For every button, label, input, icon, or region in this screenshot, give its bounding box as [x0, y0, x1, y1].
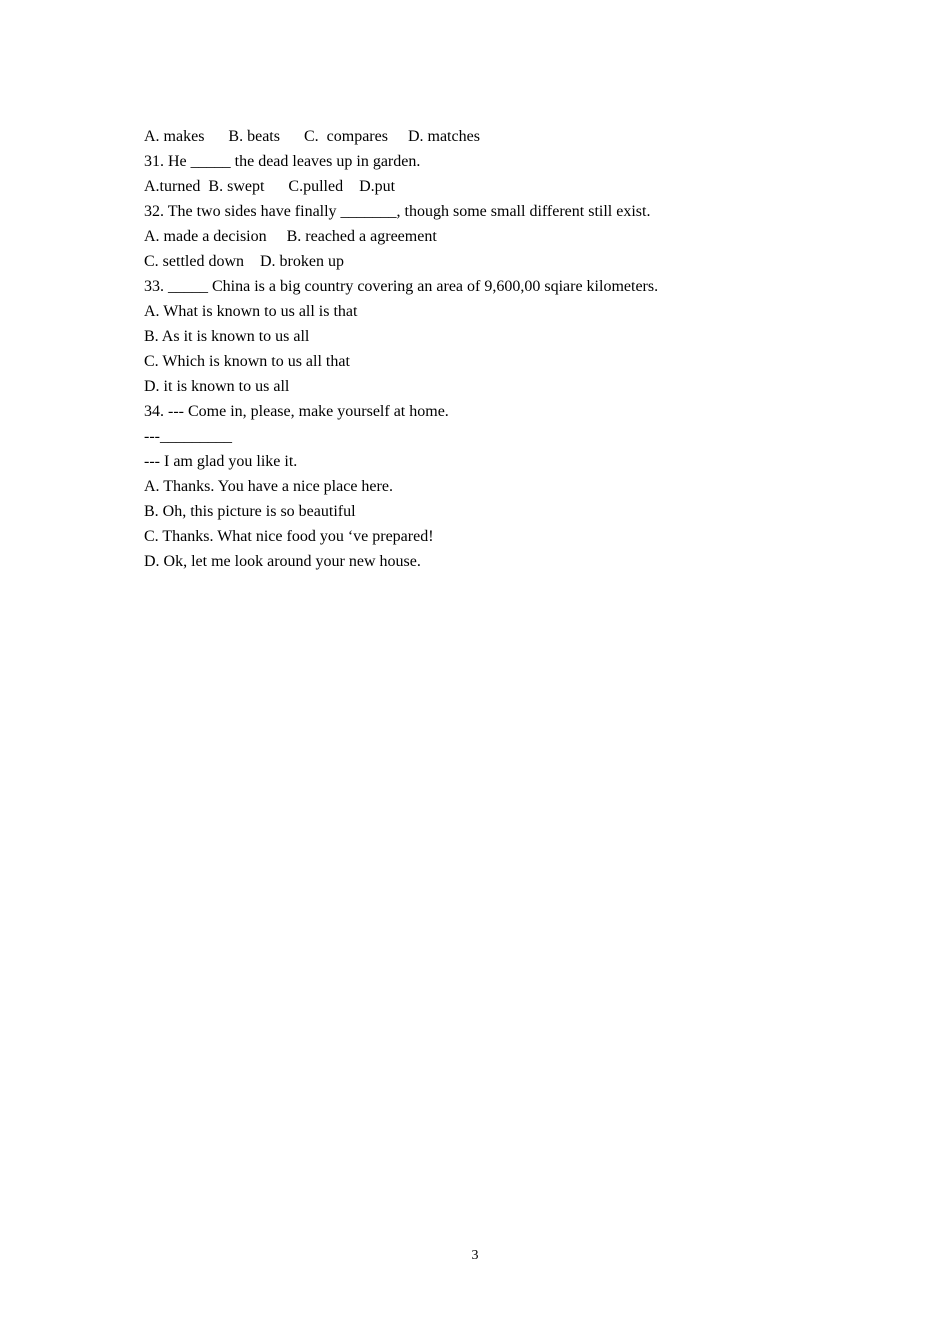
q31-question: 31. He _____ the dead leaves up in garden.: [144, 153, 421, 170]
q34-blank: ---_________: [144, 428, 232, 445]
q34-reply: --- I am glad you like it.: [144, 453, 298, 470]
q33-option-b: B. As it is known to us all: [144, 328, 310, 345]
q33-option-a: A. What is known to us all is that: [144, 303, 358, 320]
q30-options: A. makes B. beats C. compares D. matches: [144, 128, 480, 145]
q34-option-c: C. Thanks. What nice food you ‘ve prepared!: [144, 528, 434, 545]
q33-option-d: D. it is known to us all: [144, 378, 290, 395]
q34-option-d: D. Ok, let me look around your new house.: [144, 553, 421, 570]
document-body: [144, 124, 844, 574]
q34-option-a: A. Thanks. You have a nice place here.: [144, 478, 393, 495]
q32-options-cd: C. settled down D. broken up: [144, 253, 344, 270]
q34-option-b: B. Oh, this picture is so beautiful: [144, 503, 356, 520]
q32-options-ab: A. made a decision B. reached a agreement: [144, 228, 437, 245]
q32-question: 32. The two sides have finally _______, though some small different still exist.: [144, 203, 651, 220]
q33-option-c: C. Which is known to us all that: [144, 353, 350, 370]
q33-question: 33. _____ China is a big country covering an area of 9,600,00 sqiare kilometers.: [144, 278, 659, 295]
q31-options: A.turned B. swept C.pulled D.put: [144, 178, 396, 195]
page-number: 3: [471, 1248, 479, 1263]
q34-question: 34. --- Come in, please, make yourself at home.: [144, 403, 449, 420]
